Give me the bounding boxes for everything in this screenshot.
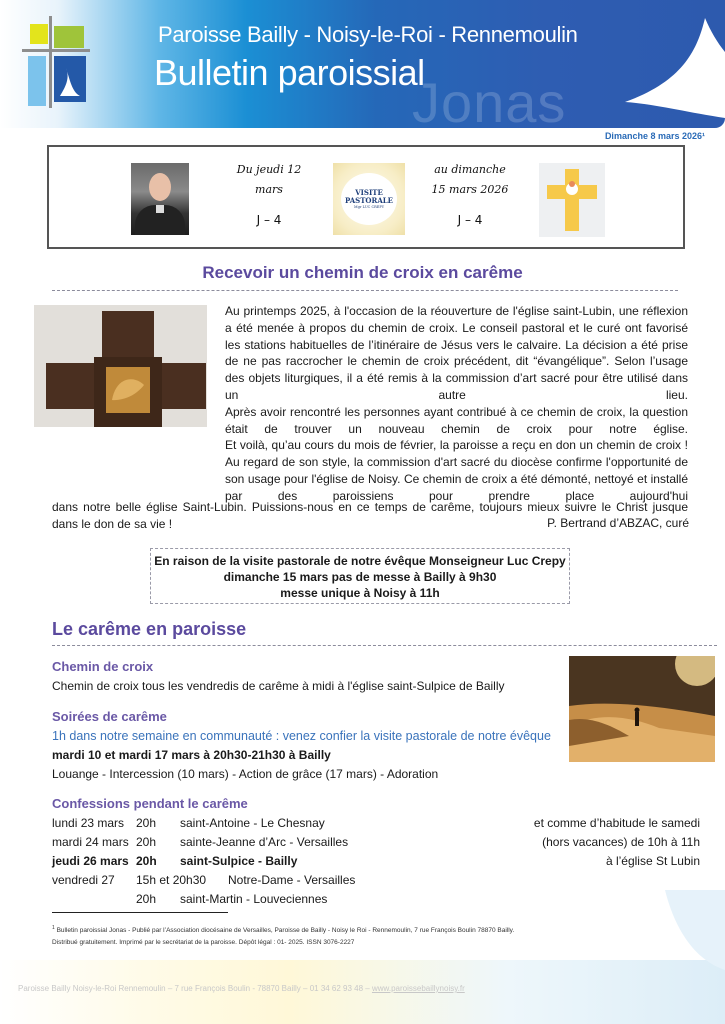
article-title-rule (52, 290, 678, 291)
confession-time: 20h (136, 892, 157, 906)
whale-tail-icon (585, 12, 725, 124)
jonas-watermark: Jonas (412, 71, 567, 128)
article-paragraph: Au printemps 2025, à l'occasion de la réouverture de l'église saint-Lubin, une réflexion a été menée à propos du chemin de croix. Le conseil pastoral et le curé ont favorisé les stations habituelles de l’itinéraire de Jésus vers le calvaire. La décision a été prise de ne pas raccrocher le chemin de croix précédent, dit “évangélique”. Selon l’usage des objets liturgiques, il a été remis à la commission d’art sacré pour être utilisé dans un autre lieu. (225, 304, 688, 402)
evenings-heading: Soirées de carême (52, 709, 167, 724)
confession-place: saint-Martin - Louveciennes (180, 892, 328, 906)
article-title: Recevoir un chemin de croix en carême (202, 263, 523, 282)
mass-notice-box (150, 548, 570, 604)
saturday-note-line3: à l’église St Lubin (605, 854, 700, 868)
evenings-intro: 1h dans notre semaine en communauté : venez confier la visite pastorale de notre évêque (52, 729, 551, 743)
bulletin-title: Bulletin paroissial (154, 52, 425, 93)
confession-time: 15h et 20h30 (136, 873, 207, 887)
lent-section-title: Le carême en paroisse (52, 619, 247, 639)
footnote-line2: Distribué gratuitement. Imprimé par le secrétariat de la paroisse. Dépôt légal : 01- 2025. ISSN 3076-2227 (52, 939, 355, 947)
issue-date: Dimanche 8 mars 2026¹ (604, 131, 705, 141)
article-paragraph: dans notre belle église Saint-Lubin. Puissions-nous en ce temps de carême, toujours mieux suivre le Christ jusque dans le don de sa vie ! (52, 500, 688, 531)
footnote-rule (52, 912, 228, 913)
wooden-cross-photo (34, 305, 207, 427)
parish-name: Paroisse Bailly - Noisy-le-Roi - Rennemoulin (158, 22, 578, 47)
notice-line3: messe unique à Noisy à 11h (280, 586, 440, 600)
visit-start-line1: Du jeudi 12 (236, 163, 302, 176)
article-paragraph: Après avoir rencontré les personnes ayant contribué à ce chemin de croix, la question était de trouver un nouveau chemin de croix pour notre église. (225, 404, 688, 436)
confession-place: sainte-Jeanne d’Arc - Versailles (180, 835, 349, 849)
desert-walker-photo (569, 656, 715, 762)
footer-contact (18, 984, 465, 993)
badge-line3: Mgr LUC CREPY (353, 205, 385, 209)
confession-place: Notre-Dame - Versailles (228, 873, 356, 887)
article-signature: P. Bertrand d’ABZAC, curé (547, 516, 689, 530)
visit-start-line2: mars (255, 183, 283, 196)
header-banner (0, 0, 725, 128)
footer-swoosh-icon (635, 890, 725, 990)
confession-place: saint-Antoine - Le Chesnay (180, 816, 325, 830)
notice-line2: dimanche 15 mars pas de messe à Bailly à 9h30 (223, 570, 497, 584)
saturday-note-line2: (hors vacances) de 10h à 11h (542, 835, 700, 849)
article-paragraph: Et voilà, qu’au cours du mois de février, la paroisse a reçu en don un chemin de croix ! Au regard de son style, la commission d'art sacré du diocèse confirme l'opportunité de son usage pour l'église de Noisy. Ce chemin de croix a été démonté, nettoyé et installé par des paroissiens pour prendre place aujourd'hui (225, 438, 688, 503)
confessions-heading: Confessions pendant le carême (52, 796, 248, 811)
visit-end-line2: 15 mars 2026 (431, 183, 509, 196)
confession-time: 20h (136, 854, 157, 868)
badge-line1: VISITE (355, 188, 383, 197)
confession-place: saint-Sulpice - Bailly (180, 854, 298, 868)
article-body-top (225, 303, 688, 505)
badge-line2: PASTORALE (344, 196, 394, 205)
parish-logo-icon (22, 16, 92, 108)
footer-website-link[interactable]: www.paroissebaillynoisy.fr (371, 984, 465, 993)
evenings-dates: mardi 10 et mardi 17 mars à 20h30-21h30 à Bailly (52, 748, 331, 762)
confession-day: jeudi 26 mars (52, 854, 129, 868)
golden-cross-icon (539, 163, 605, 237)
visit-end-line1: au dimanche (434, 163, 506, 176)
footnote (52, 922, 672, 949)
confession-day: vendredi 27 (52, 873, 115, 887)
stations-heading: Chemin de croix (52, 659, 154, 674)
evenings-program: Louange - Intercession (10 mars) - Action de grâce (17 mars) - Adoration (52, 767, 439, 781)
footnote-marker: 1 (52, 925, 55, 931)
confession-day: lundi 23 mars (52, 816, 125, 830)
pastoral-visit-box (47, 145, 685, 249)
visite-pastorale-badge (333, 163, 405, 235)
footnote-line1: Bulletin paroissial Jonas - Publié par l’Association diocésaine de Versailles, Paroisse de Bailly - Noisy le Roi - Rennemoulin, 7 rue François Boulin 78870 Bailly. (56, 927, 515, 935)
stations-text: Chemin de croix tous les vendredis de carême à midi à l'église saint-Sulpice de Bailly (52, 679, 505, 693)
bishop-photo (131, 163, 189, 235)
footer-address: Paroisse Bailly Noisy-le-Roi Rennemoulin – 7 rue François Boulin - 78870 Bailly – 01 34 62 93 48 – (18, 984, 372, 993)
confession-time: 20h (136, 835, 157, 849)
lent-section-rule (52, 645, 717, 646)
confession-day: mardi 24 mars (52, 835, 129, 849)
notice-line1: En raison de la visite pastorale de notre évêque Monseigneur Luc Crepy (154, 554, 566, 568)
saturday-note-line1: et comme d’habitude le samedi (533, 816, 700, 830)
confession-time: 20h (136, 816, 157, 830)
visit-start-countdown: J – 4 (256, 213, 282, 227)
visit-end-countdown: J – 4 (457, 213, 483, 227)
